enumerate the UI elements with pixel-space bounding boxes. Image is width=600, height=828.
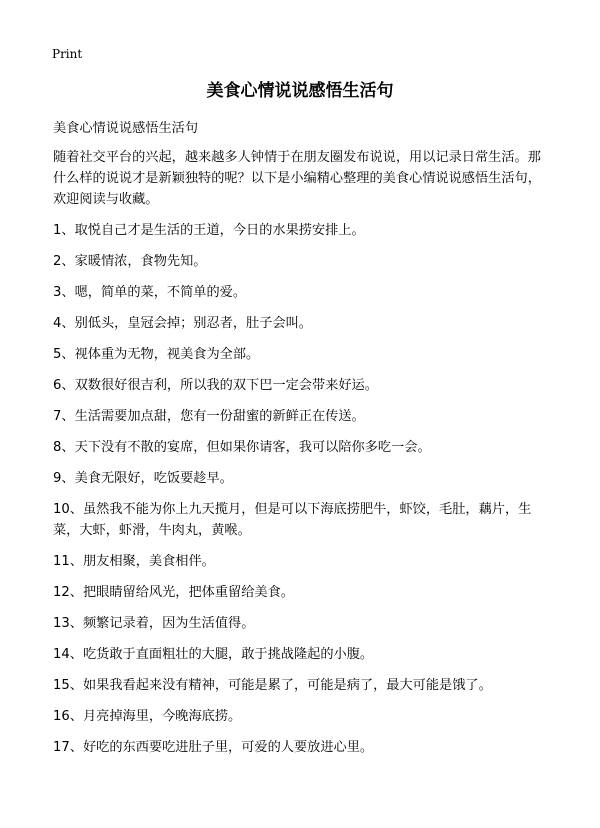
quote-item: 10、虽然我不能为你上九天揽月，但是可以下海底捞肥牛，虾饺，毛肚，藕片，生菜，大虾，虾滑，牛肉丸，黄喉。 (53, 502, 532, 538)
quote-item: 12、把眼睛留给风光，把体重留给美食。 (53, 585, 294, 600)
print-link[interactable]: Print (52, 47, 83, 61)
quote-item: 2、家暖情浓，食物先知。 (53, 254, 207, 269)
article-title: 美食心情说说感悟生活句 (206, 81, 394, 101)
quote-item: 17、好吃的东西要吃进肚子里，可爱的人要放进心里。 (53, 740, 374, 755)
quote-list (53, 220, 553, 758)
quote-item: 3、嗯，简单的菜，不简单的爱。 (53, 285, 247, 300)
quote-item: 13、频繁记录着，因为生活值得。 (53, 616, 255, 631)
quote-item: 14、吃货敢于直面粗壮的大腿，敢于挑战隆起的小腹。 (53, 647, 374, 662)
article-intro: 随着社交平台的兴起，越来越多人钟情于在朋友圈发布说说，用以记录日常生活。那什么样的说说才是新颖独特的呢？以下是小编精心整理的美食心情说说感悟生活句，欢迎阅读与收藏。 (53, 150, 541, 207)
quote-item: 1、取悦自己才是生活的王道，今日的水果捞安排上。 (53, 223, 365, 238)
quote-item: 8、天下没有不散的宴席，但如果你请客，我可以陪你多吃一会。 (53, 440, 431, 455)
quote-item: 6、双数很好很吉利，所以我的双下巴一定会带来好运。 (53, 378, 378, 393)
quote-item: 5、视体重为无物，视美食为全部。 (53, 347, 260, 362)
quote-item: 11、朋友相聚，美食相伴。 (53, 554, 215, 569)
quote-item: 9、美食无限好，吃饭要趁早。 (53, 471, 233, 486)
quote-item: 4、别低头，皇冠会掉；别忍者，肚子会叫。 (53, 316, 312, 331)
quote-item: 16、月亮掉海里，今晚海底捞。 (53, 709, 242, 724)
article-body (53, 118, 553, 768)
article-subtitle: 美食心情说说感悟生活句 (53, 121, 199, 136)
quote-item: 15、如果我看起来没有精神，可能是累了，可能是病了，最大可能是饿了。 (53, 678, 492, 693)
quote-item: 7、生活需要加点甜，您有一份甜蜜的新鲜正在传送。 (53, 409, 365, 424)
